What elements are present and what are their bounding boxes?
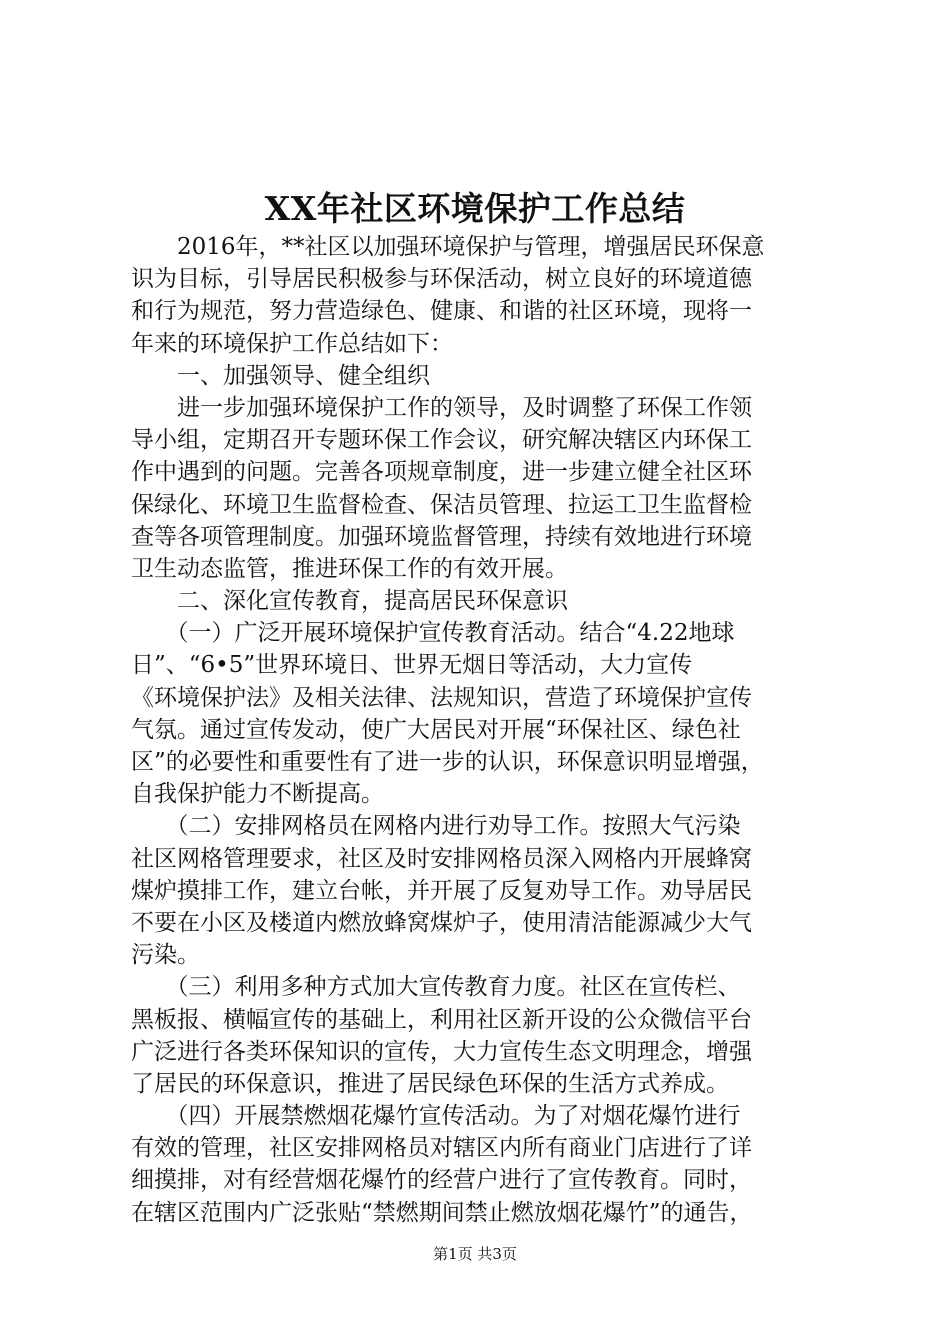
body-line: 查等各项管理制度。加强环境监督管理，持续有效地进行环境 bbox=[131, 523, 752, 550]
body-line: 自我保护能力不断提高。 bbox=[131, 781, 384, 808]
body-line: 在辖区范围内广泛张贴“禁燃期间禁止燃放烟花爆竹”的通告， bbox=[131, 1199, 753, 1226]
body-line: 社区网格管理要求，社区及时安排网格员深入网格内开展蜂窝 bbox=[131, 845, 752, 872]
body-line: 了居民的环保意识，推进了居民绿色环保的生活方式养成。 bbox=[131, 1070, 729, 1097]
body-line: 不要在小区及楼道内燃放蜂窝煤炉子，使用清洁能源减少大气 bbox=[131, 909, 752, 936]
body-line: （一）广泛开展环境保护宣传教育活动。结合“4.22地球 bbox=[131, 620, 735, 647]
body-line: 二、深化宣传教育，提高居民环保意识 bbox=[131, 588, 568, 615]
body-line: （四）开展禁燃烟花爆竹宣传活动。为了对烟花爆竹进行 bbox=[131, 1103, 741, 1130]
body-line: （二）安排网格员在网格内进行劝导工作。按照大气污染 bbox=[131, 813, 741, 840]
body-line: 细摸排，对有经营烟花爆竹的经营户进行了宣传教育。同时， bbox=[131, 1167, 752, 1194]
body-line: 气氛。通过宣传发动，使广大居民对开展“环保社区、绿色社 bbox=[131, 716, 741, 743]
body-line: 导小组，定期召开专题环保工作会议，研究解决辖区内环保工 bbox=[131, 427, 752, 454]
body-line: 区”的必要性和重要性有了进一步的认识，环保意识明显增强， bbox=[131, 749, 764, 775]
body-line: 污染。 bbox=[131, 942, 200, 969]
document-body bbox=[131, 231, 831, 1229]
body-line: 有效的管理，社区安排网格员对辖区内所有商业门店进行了详 bbox=[131, 1135, 752, 1162]
body-line: 作中遇到的问题。完善各项规章制度，进一步建立健全社区环 bbox=[131, 459, 752, 486]
body-line: 2016年，**社区以加强环境保护与管理，增强居民环保意 bbox=[131, 234, 765, 260]
body-line: 一、加强领导、健全组织 bbox=[131, 362, 430, 389]
body-line: 进一步加强环境保护工作的领导，及时调整了环保工作领 bbox=[131, 394, 752, 421]
body-line: 广泛进行各类环保知识的宣传，大力宣传生态文明理念，增强 bbox=[131, 1038, 752, 1065]
body-line: 和行为规范，努力营造绿色、健康、和谐的社区环境，现将一 bbox=[131, 298, 752, 325]
body-line: 识为目标，引导居民积极参与环保活动，树立良好的环境道德 bbox=[131, 266, 752, 293]
body-line: 煤炉摸排工作，建立台帐，并开展了反复劝导工作。劝导居民 bbox=[131, 877, 752, 904]
body-line: 黑板报、横幅宣传的基础上，利用社区新开设的公众微信平台 bbox=[131, 1006, 752, 1033]
body-line: 年来的环境保护工作总结如下： bbox=[131, 330, 453, 357]
body-line: 保绿化、环境卫生监督检查、保洁员管理、拉运工卫生监督检 bbox=[131, 491, 752, 518]
body-line: 卫生动态监管，推进环保工作的有效开展。 bbox=[131, 555, 568, 582]
document-title: XX年社区环境保护工作总结 bbox=[264, 189, 686, 228]
body-line: 日”、“6•5”世界环境日、世界无烟日等活动，大力宣传 bbox=[131, 652, 693, 679]
body-line: （三）利用多种方式加大宣传教育力度。社区在宣传栏、 bbox=[131, 974, 741, 1001]
body-line: 《环境保护法》及相关法律、法规知识，营造了环境保护宣传 bbox=[131, 684, 752, 711]
page-footer: 第1页 共3页 bbox=[433, 1245, 517, 1263]
